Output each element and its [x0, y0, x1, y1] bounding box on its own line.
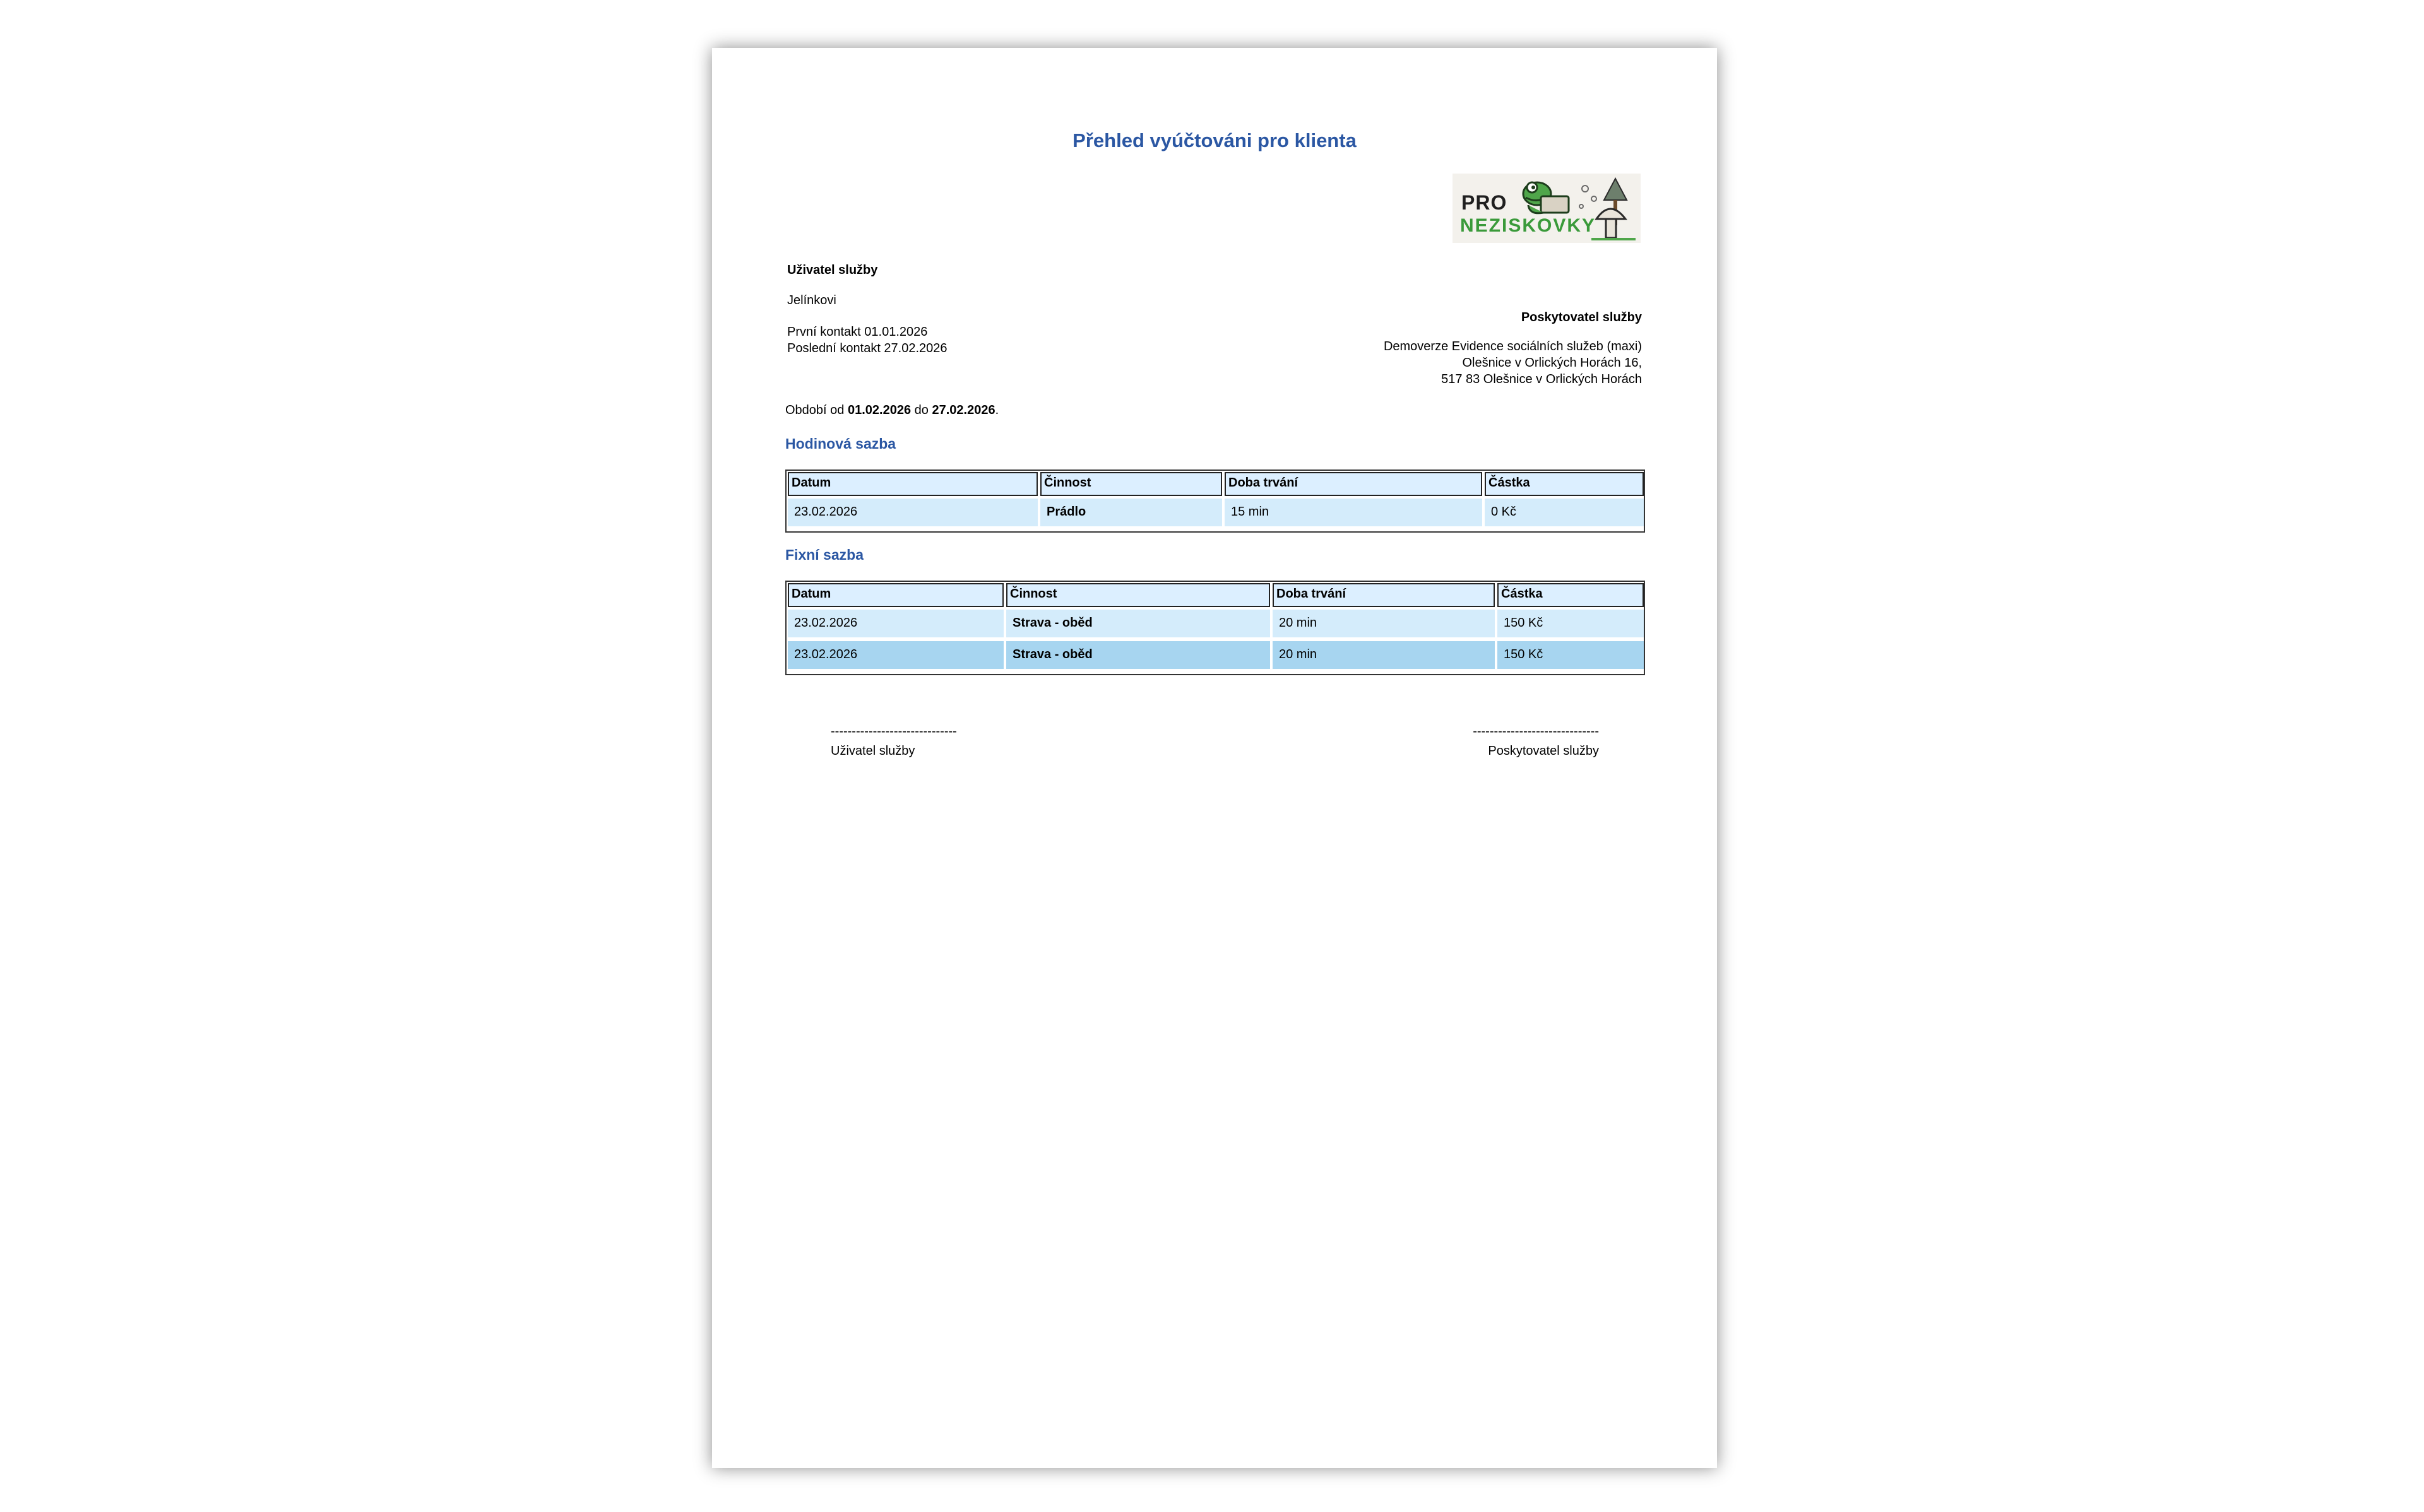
column-header-amount: Částka [1497, 583, 1644, 607]
frog-mushroom-icon [1516, 175, 1639, 242]
column-header-activity: Činnost [1006, 583, 1270, 607]
period-from: 01.02.2026 [847, 403, 912, 417]
period-mid: do [914, 403, 929, 417]
fixed-rate-table [785, 581, 1645, 675]
provider-signature-line: ------------------------------ [1473, 724, 1599, 738]
period-prefix: Období od [785, 403, 845, 417]
table-cell-duration: 15 min [1225, 499, 1482, 526]
document-page [712, 48, 1717, 1468]
provider-heading: Poskytovatel služby [1521, 310, 1642, 324]
column-header-duration: Doba trvání [1225, 472, 1482, 496]
logo-text-neziskovky: NEZISKOVKY [1460, 215, 1596, 236]
last-contact: Poslední kontakt 27.02.2026 [787, 341, 948, 355]
column-header-duration: Doba trvání [1273, 583, 1495, 607]
provider-name: Demoverze Evidence sociálních služeb (maxi) [1383, 340, 1642, 353]
table-cell-activity: Strava - oběd [1006, 641, 1270, 669]
pro-neziskovky-logo [1453, 174, 1641, 243]
provider-signature-label: Poskytovatel služby [1488, 744, 1599, 758]
billing-period [785, 402, 999, 418]
first-contact: První kontakt 01.01.2026 [787, 325, 928, 339]
period-to: 27.02.2026 [932, 403, 995, 417]
table-cell-activity: Prádlo [1040, 499, 1222, 526]
provider-address-2: 517 83 Olešnice v Orlických Horách [1441, 372, 1642, 386]
column-header-activity: Činnost [1040, 472, 1222, 496]
client-signature-label: Uživatel služby [831, 744, 915, 758]
client-name: Jelínkovi [787, 293, 836, 307]
hourly-rate-table [785, 470, 1645, 533]
logo-text-pro: PRO [1461, 191, 1507, 214]
hourly-rate-heading: Hodinová sazba [785, 435, 896, 452]
fixed-rate-heading: Fixní sazba [785, 546, 864, 563]
table-cell-date: 23.02.2026 [788, 641, 1004, 669]
provider-address-1: Olešnice v Orlických Horách 16, [1462, 356, 1642, 370]
column-header-amount: Částka [1485, 472, 1644, 496]
table-cell-activity: Strava - oběd [1006, 610, 1270, 637]
period-suffix: . [995, 403, 999, 417]
column-header-date: Datum [788, 472, 1038, 496]
client-signature-line: ------------------------------ [831, 724, 957, 738]
table-cell-date: 23.02.2026 [788, 610, 1004, 637]
table-cell-duration: 20 min [1273, 641, 1495, 669]
table-cell-amount: 0 Kč [1485, 499, 1644, 526]
table-cell-date: 23.02.2026 [788, 499, 1038, 526]
client-heading: Uživatel služby [787, 263, 878, 277]
table-cell-amount: 150 Kč [1497, 641, 1644, 669]
column-header-date: Datum [788, 583, 1004, 607]
table-cell-amount: 150 Kč [1497, 610, 1644, 637]
table-cell-duration: 20 min [1273, 610, 1495, 637]
document-title: Přehled vyúčtováni pro klienta [1072, 129, 1357, 151]
